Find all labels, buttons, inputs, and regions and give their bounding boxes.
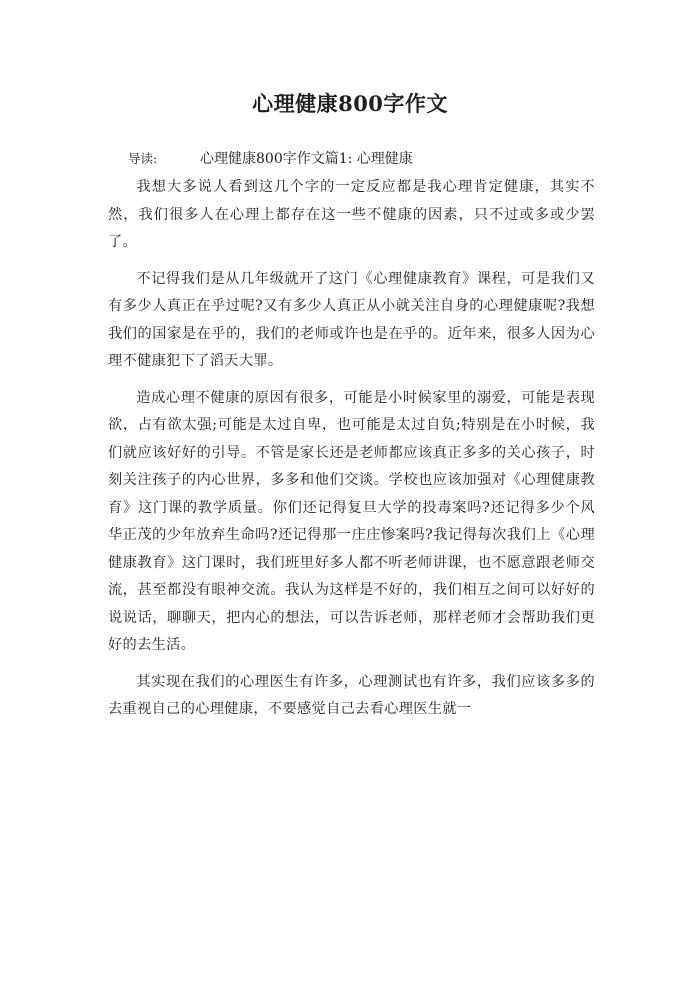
document-title: 心理健康800字作文 (252, 91, 448, 116)
paragraph-1: 我想大多说人看到这几个字的一定反应都是我心理肯定健康，其实不然，我们很多人在心理上都存在这一些不健康的因素，只不过或多或少罢了。 (108, 179, 595, 250)
guide-text: 心理健康800字作文篇1: 心理健康 (200, 151, 413, 167)
paragraph-2: 不记得我们是从几年级就开了这门《心理健康教育》课程，可是我们又有多少人真正在乎过呢?又有多少人真正从小就关注自身的心理健康呢?我想我们的国家是在乎的，我们的老师或许也是在乎的。近年来，很多人因为心理不健康犯下了滔天大罪。 (108, 270, 595, 369)
paragraph-4: 其实现在我们的心理医生有许多，心理测试也有许多，我们应该多多的去重视自己的心理健康，不要感觉自己去看心理医生就一 (108, 673, 595, 717)
paragraph-3: 造成心理不健康的原因有很多，可能是小时候家里的溺爱，可能是表现欲，占有欲太强;可能是太过自卑，也可能是太过自负;特别是在小时候，我们就应该好好的引导。不管是家长还是老师都应该真正多多的关心孩子，时刻关注孩子的内心世界，多多和他们交谈。学校也应该加强对《心理健康教育》这门课的教学质量。你们还记得复旦大学的投毒案吗?还记得多少个风华正茂的少年放弃生命吗?还记得那一庄庄惨案吗?我记得每次我们上《心理健康教育》这门课时，我们班里好多人都不听老师讲课，也不愿意跟老师交流，甚至都没有眼神交流。我认为这样是不好的，我们相互之间可以好好的说说话，聊聊天，把内心的想法，可以告诉老师，那样老师才会帮助我们更好的去生活。 (108, 389, 595, 653)
document-body (108, 174, 595, 733)
guide-line (128, 148, 608, 168)
guide-label: 导读: (128, 151, 158, 166)
